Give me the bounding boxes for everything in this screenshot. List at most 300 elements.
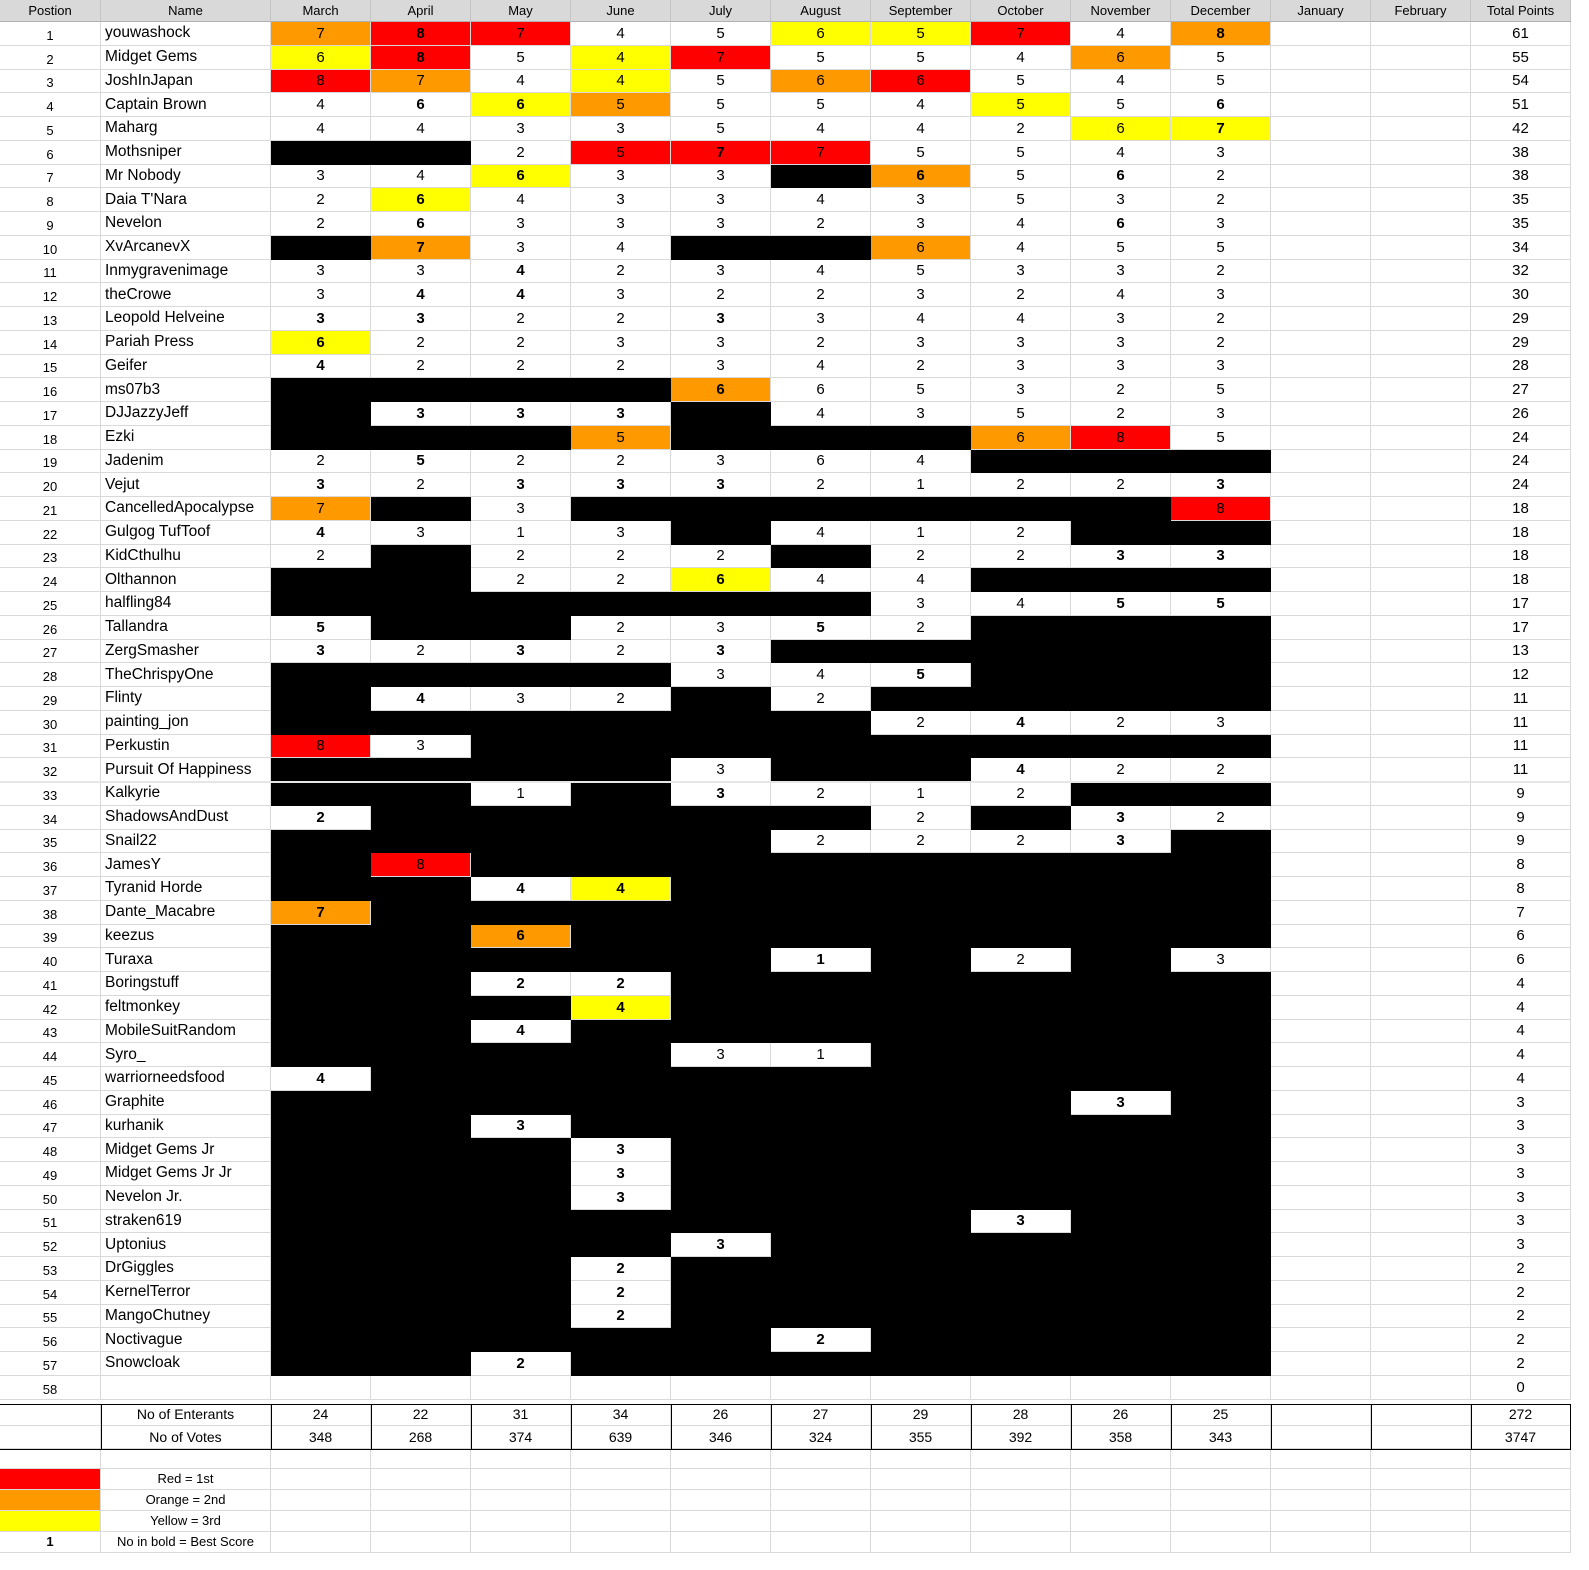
- score-cell[interactable]: [1071, 1257, 1171, 1281]
- row-position[interactable]: 14: [0, 331, 101, 355]
- row-name[interactable]: straken619: [101, 1210, 271, 1234]
- row-total-points[interactable]: 4: [1471, 972, 1571, 996]
- row-position[interactable]: 22: [0, 521, 101, 545]
- row-total-points[interactable]: 12: [1471, 663, 1571, 687]
- score-cell[interactable]: [771, 1186, 871, 1210]
- votes-value[interactable]: 639: [571, 1426, 671, 1449]
- votes-value[interactable]: 346: [671, 1426, 771, 1449]
- score-cell-empty[interactable]: [1271, 1186, 1371, 1210]
- score-cell[interactable]: [771, 1233, 871, 1257]
- score-cell[interactable]: [771, 925, 871, 949]
- score-cell[interactable]: 5: [871, 663, 971, 687]
- header-month-may[interactable]: May: [471, 0, 571, 22]
- score-cell[interactable]: 3: [871, 283, 971, 307]
- score-cell[interactable]: [471, 663, 571, 687]
- score-cell-empty[interactable]: [1371, 70, 1471, 94]
- score-cell[interactable]: 2: [871, 711, 971, 735]
- score-cell[interactable]: [371, 1115, 471, 1139]
- score-cell[interactable]: [671, 521, 771, 545]
- score-cell[interactable]: 3: [1071, 307, 1171, 331]
- header-month-february[interactable]: February: [1371, 0, 1471, 22]
- score-cell[interactable]: 1: [471, 521, 571, 545]
- score-cell[interactable]: [471, 378, 571, 402]
- row-name[interactable]: Syro_: [101, 1043, 271, 1067]
- header-month-november[interactable]: November: [1071, 0, 1171, 22]
- score-cell[interactable]: [271, 972, 371, 996]
- score-cell[interactable]: [1171, 521, 1271, 545]
- score-cell[interactable]: [1071, 1281, 1171, 1305]
- score-cell-empty[interactable]: [1271, 46, 1371, 70]
- score-cell[interactable]: 3: [671, 307, 771, 331]
- score-cell[interactable]: 6: [871, 236, 971, 260]
- score-cell[interactable]: [1071, 616, 1171, 640]
- empty-cell[interactable]: [0, 1450, 101, 1469]
- score-cell[interactable]: 3: [1171, 545, 1271, 569]
- score-cell[interactable]: 5: [271, 616, 371, 640]
- row-position[interactable]: 25: [0, 592, 101, 616]
- score-cell[interactable]: [671, 1115, 771, 1139]
- score-cell[interactable]: 1: [771, 948, 871, 972]
- empty-cell[interactable]: [101, 1450, 271, 1469]
- score-cell-empty[interactable]: [1271, 735, 1371, 759]
- score-cell[interactable]: 1: [771, 1043, 871, 1067]
- score-cell-empty[interactable]: [1271, 758, 1371, 782]
- empty-cell[interactable]: [871, 1469, 971, 1490]
- score-cell[interactable]: 4: [871, 117, 971, 141]
- score-cell[interactable]: 4: [471, 188, 571, 212]
- row-position[interactable]: 49: [0, 1162, 101, 1186]
- score-cell[interactable]: [1071, 877, 1171, 901]
- score-cell[interactable]: 2: [871, 806, 971, 830]
- score-cell[interactable]: 3: [371, 521, 471, 545]
- score-cell-empty[interactable]: [1271, 402, 1371, 426]
- row-total-points[interactable]: 18: [1471, 521, 1571, 545]
- empty-cell[interactable]: [371, 1490, 471, 1511]
- score-cell-empty[interactable]: [1271, 830, 1371, 854]
- score-cell[interactable]: 3: [571, 473, 671, 497]
- empty-cell[interactable]: [871, 1490, 971, 1511]
- score-cell[interactable]: 3: [1071, 1091, 1171, 1115]
- score-cell[interactable]: 2: [571, 640, 671, 664]
- score-cell[interactable]: 2: [271, 450, 371, 474]
- score-cell[interactable]: [271, 426, 371, 450]
- score-cell[interactable]: [571, 758, 671, 782]
- score-cell[interactable]: 3: [1171, 473, 1271, 497]
- empty-cell[interactable]: [1471, 1532, 1571, 1553]
- row-total-points[interactable]: 29: [1471, 331, 1571, 355]
- score-cell[interactable]: 5: [1071, 592, 1171, 616]
- score-cell[interactable]: [671, 1162, 771, 1186]
- score-cell-empty[interactable]: [1271, 331, 1371, 355]
- header-month-april[interactable]: April: [371, 0, 471, 22]
- score-cell[interactable]: [371, 830, 471, 854]
- score-cell[interactable]: [1171, 877, 1271, 901]
- score-cell-empty[interactable]: [1371, 402, 1471, 426]
- score-cell[interactable]: 2: [1171, 758, 1271, 782]
- score-cell[interactable]: [871, 925, 971, 949]
- score-cell[interactable]: [371, 568, 471, 592]
- score-cell[interactable]: [271, 1305, 371, 1329]
- votes-total[interactable]: 3747: [1471, 1426, 1571, 1449]
- score-cell[interactable]: 6: [1071, 212, 1171, 236]
- score-cell[interactable]: [471, 1281, 571, 1305]
- score-cell[interactable]: [1171, 663, 1271, 687]
- score-cell-empty[interactable]: [1371, 22, 1471, 46]
- row-position[interactable]: 38: [0, 901, 101, 925]
- row-total-points[interactable]: 2: [1471, 1328, 1571, 1352]
- score-cell[interactable]: 2: [471, 972, 571, 996]
- score-cell-empty[interactable]: [1271, 426, 1371, 450]
- empty-cell[interactable]: [1071, 1469, 1171, 1490]
- score-cell[interactable]: [271, 711, 371, 735]
- score-cell[interactable]: [471, 1257, 571, 1281]
- score-cell[interactable]: 4: [771, 117, 871, 141]
- score-cell[interactable]: [971, 616, 1071, 640]
- score-cell[interactable]: 2: [971, 283, 1071, 307]
- score-cell[interactable]: [971, 1352, 1071, 1376]
- score-cell[interactable]: [1071, 1020, 1171, 1044]
- score-cell[interactable]: 4: [971, 758, 1071, 782]
- score-cell[interactable]: 2: [971, 545, 1071, 569]
- score-cell[interactable]: [1071, 735, 1171, 759]
- row-total-points[interactable]: 30: [1471, 283, 1571, 307]
- score-cell[interactable]: 3: [671, 473, 771, 497]
- score-cell-empty[interactable]: [1271, 711, 1371, 735]
- score-cell[interactable]: 3: [571, 331, 671, 355]
- row-position[interactable]: 18: [0, 426, 101, 450]
- score-cell[interactable]: 4: [271, 93, 371, 117]
- score-cell[interactable]: [471, 1091, 571, 1115]
- row-name[interactable]: Daia T'Nara: [101, 188, 271, 212]
- empty-cell[interactable]: [1071, 1490, 1171, 1511]
- score-cell[interactable]: 5: [871, 46, 971, 70]
- score-cell[interactable]: [1071, 1186, 1171, 1210]
- score-cell-empty[interactable]: [1371, 117, 1471, 141]
- score-cell[interactable]: [471, 948, 571, 972]
- score-cell[interactable]: 3: [271, 473, 371, 497]
- score-cell[interactable]: [1071, 1043, 1171, 1067]
- score-cell[interactable]: 2: [1071, 473, 1171, 497]
- score-cell[interactable]: [571, 948, 671, 972]
- score-cell[interactable]: 2: [571, 450, 671, 474]
- empty-cell[interactable]: [1371, 1532, 1471, 1553]
- score-cell[interactable]: 2: [571, 568, 671, 592]
- score-cell[interactable]: [1171, 1162, 1271, 1186]
- row-name[interactable]: Flinty: [101, 687, 271, 711]
- score-cell[interactable]: [271, 1328, 371, 1352]
- empty-cell[interactable]: [1071, 1511, 1171, 1532]
- row-total-points[interactable]: 7: [1471, 901, 1571, 925]
- row-name[interactable]: Jadenim: [101, 450, 271, 474]
- row-total-points[interactable]: 0: [1471, 1376, 1571, 1400]
- row-total-points[interactable]: 61: [1471, 22, 1571, 46]
- row-position[interactable]: 7: [0, 165, 101, 189]
- score-cell[interactable]: 3: [471, 117, 571, 141]
- score-cell[interactable]: [571, 901, 671, 925]
- score-cell[interactable]: 4: [471, 1020, 571, 1044]
- empty-cell[interactable]: [871, 1511, 971, 1532]
- row-total-points[interactable]: 4: [1471, 996, 1571, 1020]
- score-cell[interactable]: [271, 758, 371, 782]
- score-cell[interactable]: [1071, 1067, 1171, 1091]
- empty-cell[interactable]: [571, 1450, 671, 1469]
- score-cell[interactable]: [1171, 996, 1271, 1020]
- score-cell-empty[interactable]: [1371, 1210, 1471, 1234]
- score-cell[interactable]: 5: [971, 93, 1071, 117]
- score-cell[interactable]: [471, 1067, 571, 1091]
- score-cell[interactable]: 8: [271, 70, 371, 94]
- score-cell-empty[interactable]: [1271, 1020, 1371, 1044]
- score-cell[interactable]: 4: [771, 663, 871, 687]
- row-name[interactable]: Pursuit Of Happiness: [101, 758, 271, 782]
- score-cell[interactable]: 3: [271, 165, 371, 189]
- score-cell[interactable]: [871, 1091, 971, 1115]
- score-cell[interactable]: 3: [471, 402, 571, 426]
- score-cell[interactable]: 2: [271, 188, 371, 212]
- score-cell[interactable]: 8: [371, 22, 471, 46]
- score-cell[interactable]: 3: [871, 212, 971, 236]
- empty-cell[interactable]: [1071, 1450, 1171, 1469]
- votes-value[interactable]: 374: [471, 1426, 571, 1449]
- score-cell[interactable]: [1171, 1352, 1271, 1376]
- score-cell[interactable]: [671, 1281, 771, 1305]
- row-name[interactable]: Olthannon: [101, 568, 271, 592]
- row-total-points[interactable]: 3: [1471, 1162, 1571, 1186]
- score-cell-empty[interactable]: [1271, 568, 1371, 592]
- row-name[interactable]: Uptonius: [101, 1233, 271, 1257]
- score-cell[interactable]: 3: [571, 402, 671, 426]
- score-cell[interactable]: [371, 996, 471, 1020]
- score-cell[interactable]: [771, 735, 871, 759]
- score-cell[interactable]: [1171, 640, 1271, 664]
- score-cell[interactable]: [1071, 948, 1171, 972]
- score-cell[interactable]: [1171, 1281, 1271, 1305]
- row-position[interactable]: 44: [0, 1043, 101, 1067]
- score-cell[interactable]: [871, 1328, 971, 1352]
- score-cell[interactable]: 3: [471, 473, 571, 497]
- score-cell[interactable]: [271, 1020, 371, 1044]
- row-position[interactable]: 42: [0, 996, 101, 1020]
- score-cell[interactable]: [271, 1162, 371, 1186]
- empty-cell[interactable]: [671, 1511, 771, 1532]
- row-position[interactable]: 34: [0, 806, 101, 830]
- score-cell[interactable]: [1171, 1257, 1271, 1281]
- score-cell[interactable]: [371, 1376, 471, 1400]
- score-cell[interactable]: [1171, 616, 1271, 640]
- score-cell[interactable]: [571, 1043, 671, 1067]
- score-cell[interactable]: 4: [371, 687, 471, 711]
- score-cell[interactable]: [771, 1067, 871, 1091]
- entrants-value[interactable]: 26: [1071, 1404, 1171, 1427]
- score-cell[interactable]: 6: [271, 46, 371, 70]
- score-cell-empty[interactable]: [1371, 996, 1471, 1020]
- row-total-points[interactable]: 11: [1471, 758, 1571, 782]
- score-cell[interactable]: [271, 1043, 371, 1067]
- score-cell[interactable]: [871, 1162, 971, 1186]
- score-cell[interactable]: [471, 426, 571, 450]
- score-cell[interactable]: [1071, 782, 1171, 806]
- score-cell[interactable]: [471, 758, 571, 782]
- score-cell[interactable]: 4: [571, 70, 671, 94]
- score-cell-empty[interactable]: [1271, 1067, 1371, 1091]
- score-cell[interactable]: [1071, 497, 1171, 521]
- score-cell[interactable]: 3: [1071, 188, 1171, 212]
- score-cell-empty[interactable]: [1371, 1020, 1471, 1044]
- score-cell-empty[interactable]: [1371, 1067, 1471, 1091]
- score-cell[interactable]: [671, 497, 771, 521]
- score-cell[interactable]: 5: [571, 93, 671, 117]
- score-cell[interactable]: 4: [571, 46, 671, 70]
- row-position[interactable]: 11: [0, 260, 101, 284]
- row-name[interactable]: keezus: [101, 925, 271, 949]
- score-cell[interactable]: 6: [1071, 165, 1171, 189]
- score-cell[interactable]: 3: [471, 236, 571, 260]
- score-cell[interactable]: [971, 1138, 1071, 1162]
- row-name[interactable]: TheChrispyOne: [101, 663, 271, 687]
- score-cell-empty[interactable]: [1371, 663, 1471, 687]
- score-cell[interactable]: 2: [471, 1352, 571, 1376]
- score-cell[interactable]: [1171, 1233, 1271, 1257]
- score-cell[interactable]: 1: [471, 782, 571, 806]
- score-cell[interactable]: [871, 1067, 971, 1091]
- score-cell[interactable]: [971, 687, 1071, 711]
- row-total-points[interactable]: 4: [1471, 1043, 1571, 1067]
- score-cell[interactable]: 4: [1071, 70, 1171, 94]
- row-position[interactable]: 28: [0, 663, 101, 687]
- score-cell[interactable]: [771, 545, 871, 569]
- empty-cell[interactable]: [371, 1511, 471, 1532]
- votes-value[interactable]: 343: [1171, 1426, 1271, 1449]
- score-cell[interactable]: [671, 948, 771, 972]
- score-cell[interactable]: 4: [971, 307, 1071, 331]
- score-cell[interactable]: [1171, 782, 1271, 806]
- score-cell[interactable]: 2: [571, 545, 671, 569]
- score-cell[interactable]: [671, 426, 771, 450]
- score-cell[interactable]: [671, 901, 771, 925]
- score-cell[interactable]: [1071, 521, 1171, 545]
- row-name[interactable]: Graphite: [101, 1091, 271, 1115]
- score-cell[interactable]: [371, 1138, 471, 1162]
- entrants-value[interactable]: [1371, 1404, 1471, 1427]
- score-cell[interactable]: [971, 996, 1071, 1020]
- score-cell-empty[interactable]: [1271, 521, 1371, 545]
- empty-cell[interactable]: [671, 1490, 771, 1511]
- score-cell[interactable]: [371, 1281, 471, 1305]
- score-cell[interactable]: 5: [571, 141, 671, 165]
- row-position[interactable]: 6: [0, 141, 101, 165]
- score-cell-empty[interactable]: [1371, 1233, 1471, 1257]
- score-cell[interactable]: 6: [671, 378, 771, 402]
- score-cell[interactable]: 2: [571, 972, 671, 996]
- row-total-points[interactable]: 55: [1471, 46, 1571, 70]
- row-position[interactable]: 15: [0, 355, 101, 379]
- score-cell-empty[interactable]: [1371, 640, 1471, 664]
- score-cell[interactable]: [771, 901, 871, 925]
- score-cell[interactable]: 3: [471, 640, 571, 664]
- score-cell[interactable]: 3: [971, 1210, 1071, 1234]
- score-cell[interactable]: [271, 141, 371, 165]
- score-cell[interactable]: [671, 1020, 771, 1044]
- row-total-points[interactable]: 34: [1471, 236, 1571, 260]
- row-name[interactable]: DJJazzyJeff: [101, 402, 271, 426]
- score-cell[interactable]: 6: [1071, 46, 1171, 70]
- score-cell[interactable]: 2: [771, 473, 871, 497]
- score-cell[interactable]: 5: [971, 70, 1071, 94]
- row-name[interactable]: MobileSuitRandom: [101, 1020, 271, 1044]
- score-cell[interactable]: 5: [971, 141, 1071, 165]
- empty-cell[interactable]: [571, 1532, 671, 1553]
- score-cell[interactable]: 4: [571, 996, 671, 1020]
- score-cell[interactable]: 4: [871, 568, 971, 592]
- score-cell[interactable]: [471, 1043, 571, 1067]
- row-position[interactable]: 13: [0, 307, 101, 331]
- score-cell[interactable]: [871, 1210, 971, 1234]
- score-cell[interactable]: 3: [371, 260, 471, 284]
- score-cell[interactable]: [271, 1115, 371, 1139]
- score-cell-empty[interactable]: [1371, 1376, 1471, 1400]
- score-cell[interactable]: 5: [371, 450, 471, 474]
- score-cell[interactable]: 4: [371, 283, 471, 307]
- score-cell[interactable]: 2: [1171, 260, 1271, 284]
- score-cell[interactable]: [271, 378, 371, 402]
- score-cell[interactable]: [971, 497, 1071, 521]
- score-cell[interactable]: [471, 711, 571, 735]
- score-cell[interactable]: [971, 877, 1071, 901]
- score-cell[interactable]: 3: [871, 188, 971, 212]
- score-cell[interactable]: 3: [1171, 711, 1271, 735]
- empty-cell[interactable]: [471, 1469, 571, 1490]
- row-position[interactable]: 50: [0, 1186, 101, 1210]
- score-cell[interactable]: [971, 640, 1071, 664]
- row-name[interactable]: Vejut: [101, 473, 271, 497]
- empty-cell[interactable]: [271, 1532, 371, 1553]
- score-cell-empty[interactable]: [1271, 1233, 1371, 1257]
- score-cell[interactable]: [571, 1091, 671, 1115]
- score-cell-empty[interactable]: [1371, 521, 1471, 545]
- score-cell-empty[interactable]: [1371, 616, 1471, 640]
- score-cell[interactable]: 3: [671, 1043, 771, 1067]
- score-cell[interactable]: 7: [971, 22, 1071, 46]
- score-cell[interactable]: 2: [1171, 331, 1271, 355]
- score-cell-empty[interactable]: [1371, 450, 1471, 474]
- score-cell[interactable]: [1071, 1376, 1171, 1400]
- score-cell-empty[interactable]: [1271, 806, 1371, 830]
- row-name[interactable]: youwashock: [101, 22, 271, 46]
- row-total-points[interactable]: 2: [1471, 1257, 1571, 1281]
- row-total-points[interactable]: 17: [1471, 616, 1571, 640]
- score-cell[interactable]: 7: [371, 70, 471, 94]
- empty-cell[interactable]: [271, 1490, 371, 1511]
- score-cell-empty[interactable]: [1271, 877, 1371, 901]
- score-cell-empty[interactable]: [1371, 1281, 1471, 1305]
- score-cell-empty[interactable]: [1371, 473, 1471, 497]
- score-cell[interactable]: 2: [471, 331, 571, 355]
- row-position[interactable]: 45: [0, 1067, 101, 1091]
- score-cell[interactable]: [871, 972, 971, 996]
- row-position[interactable]: 4: [0, 93, 101, 117]
- score-cell-empty[interactable]: [1271, 1376, 1371, 1400]
- score-cell[interactable]: [771, 1091, 871, 1115]
- votes-value[interactable]: 348: [271, 1426, 371, 1449]
- score-cell[interactable]: [271, 830, 371, 854]
- row-total-points[interactable]: 2: [1471, 1305, 1571, 1329]
- empty-cell[interactable]: [271, 1511, 371, 1532]
- score-cell[interactable]: 2: [471, 307, 571, 331]
- score-cell-empty[interactable]: [1271, 378, 1371, 402]
- entrants-value[interactable]: 24: [271, 1404, 371, 1427]
- score-cell[interactable]: 2: [1171, 188, 1271, 212]
- row-total-points[interactable]: 8: [1471, 853, 1571, 877]
